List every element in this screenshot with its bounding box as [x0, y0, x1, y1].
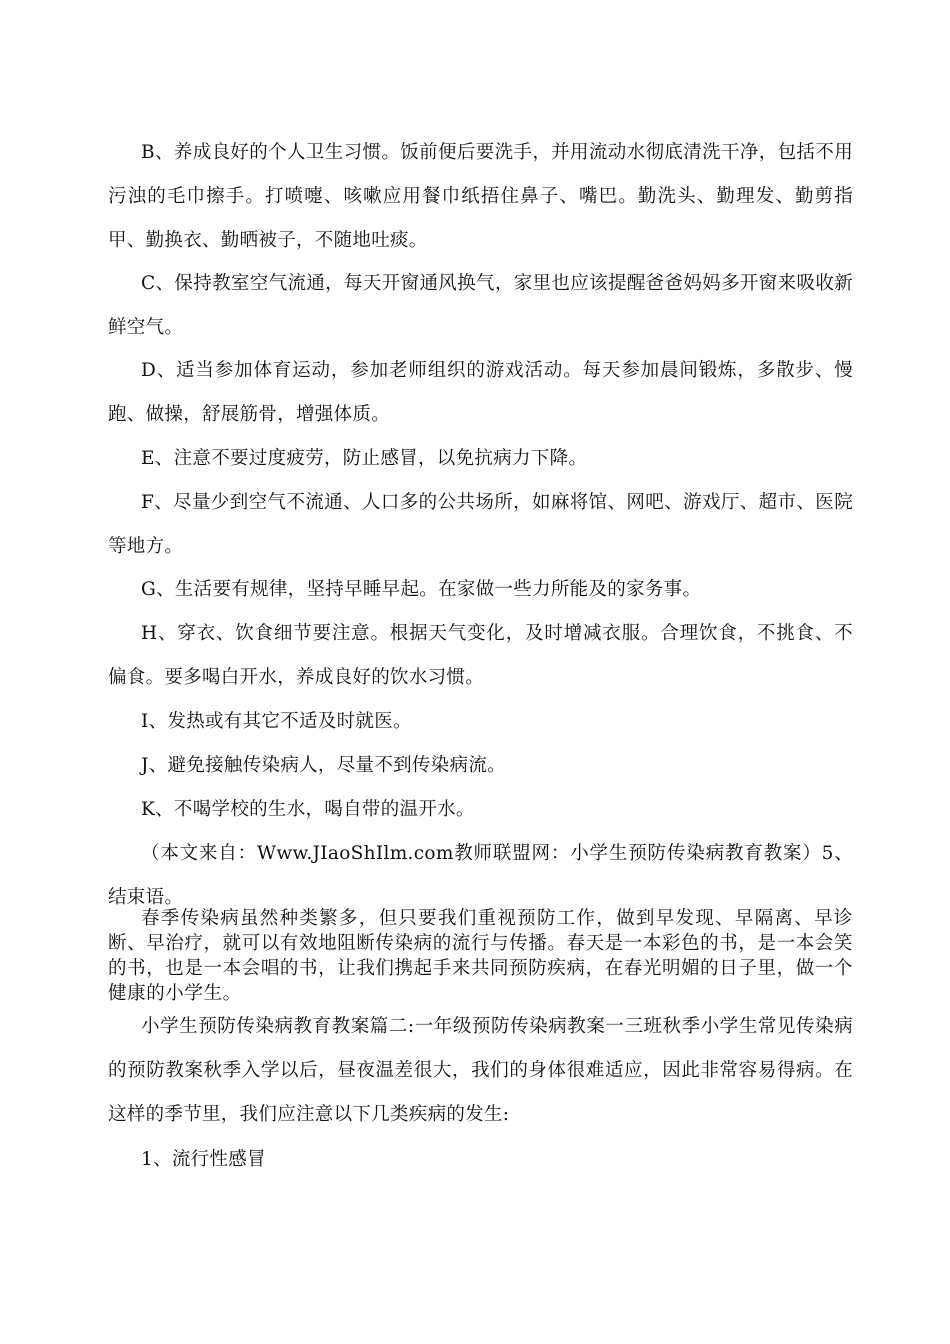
paragraph-e: E、注意不要过度疲劳，防止感冒，以免抗病力下降。 — [141, 448, 588, 469]
paragraph-b: B、养成良好的个人卫生习惯。饭前便后要洗手，并用流动水彻底清洗干净，包括不用污浊的毛巾擦手。打喷嚏、咳嗽应用餐巾纸捂住鼻子、嘴巴。勤洗头、勤理发、勤剪指甲、勤换衣、勤晒被子，不随地吐痰。 — [108, 142, 853, 251]
paragraph-k: K、不喝学校的生水，喝自带的温开水。 — [141, 799, 475, 820]
paragraph-g: G、生活要有规律，坚持早睡早起。在家做一些力所能及的家务事。 — [141, 579, 702, 600]
section-two-intro: 小学生预防传染病教育教案篇二:一年级预防传染病教案一三班秋季小学生常见传染病的预防教案秋季入学以后，昼夜温差很大，我们的身体很难适应，因此非常容易得病。在这样的季节里，我们应注意以下几类疾病的发生: — [108, 1016, 853, 1125]
paragraph-j: J、避免接触传染病人，尽量不到传染病流。 — [141, 755, 506, 776]
paragraph-d: D、适当参加体育运动，参加老师组织的游戏活动。每天参加晨间锻炼，多散步、慢跑、做操，舒展筋骨，增强体质。 — [108, 360, 853, 425]
paragraph-i: I、发热或有其它不适及时就医。 — [141, 711, 412, 732]
paragraph-c: C、保持教室空气流通，每天开窗通风换气，家里也应该提醒爸爸妈妈多开窗来吸收新鲜空气。 — [108, 273, 853, 338]
paragraph-f: F、尽量少到空气不流通、人口多的公共场所，如麻将馆、网吧、游戏厅、超市、医院等地方。 — [108, 492, 853, 557]
closing-paragraph: 春季传染病虽然种类繁多，但只要我们重视预防工作，做到早发现、早隔离、早诊断、早治疗，就可以有效地阻断传染病的流行与传播。春天是一本彩色的书，是一本会笑的书，也是一本会唱的书，让我们携起手来共同预防疾病，在春光明媚的日子里，做一个健康的小学生。 — [108, 908, 853, 1004]
source-note: （本文来自：Www.JIaoShIlm.com教师联盟网：小学生预防传染病教育教案）5、结束语。 — [108, 843, 853, 908]
paragraph-h: H、穿衣、饮食细节要注意。根据天气变化，及时增减衣服。合理饮食，不挑食、不偏食。要多喝白开水，养成良好的饮水习惯。 — [108, 623, 853, 688]
section-heading-flu: 1、流行性感冒 — [141, 1149, 266, 1170]
